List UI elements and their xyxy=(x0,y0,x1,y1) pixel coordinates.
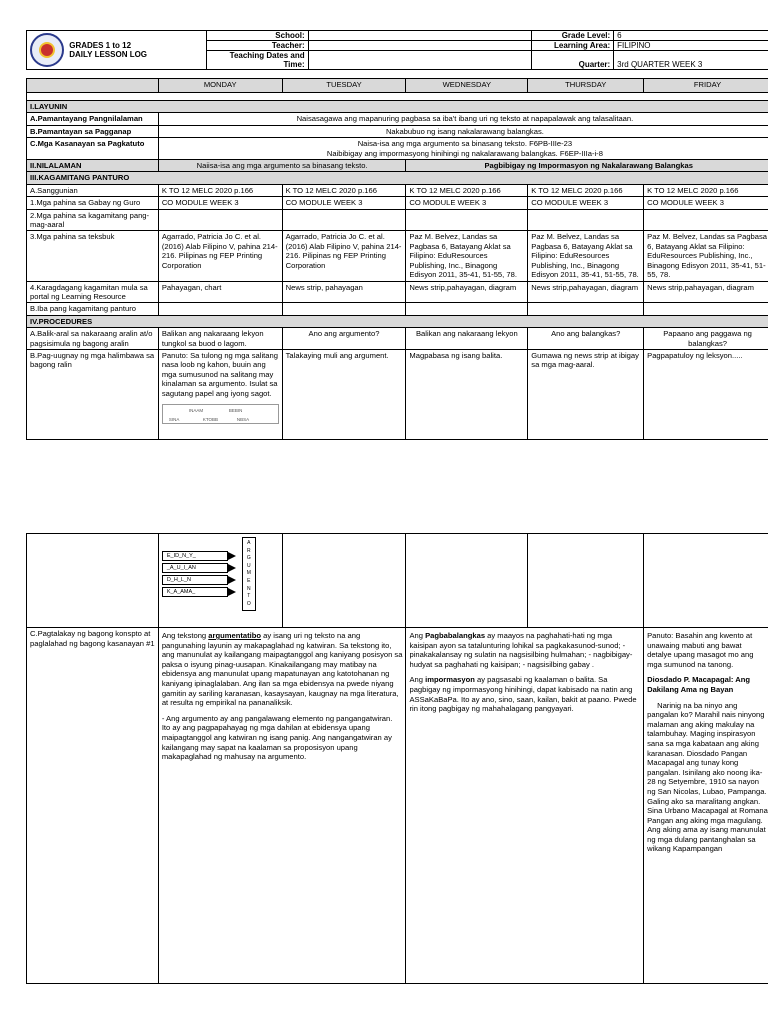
word-box-3 xyxy=(162,575,228,585)
balik-mon: Balikan ang nakaraang lekyon tungkol sa buod o lagom. xyxy=(158,328,282,350)
arrow-right-icon xyxy=(228,576,236,584)
impormasyon-term: impormasyon xyxy=(425,675,475,685)
arg-letter: T xyxy=(247,593,251,600)
mini-word-4: KTOBB xyxy=(202,416,219,422)
grade-value[interactable]: 6 xyxy=(614,31,768,41)
argumentatibo-paragraph xyxy=(162,631,403,708)
sanggunian-label: A.Sanggunian xyxy=(27,184,159,196)
pamantayang-value: Naisasagawa ang mapanuring pagbasa sa iba't ibang uri ng teksto at napapalawak ang talasalitaan. xyxy=(158,113,768,125)
word-box-1 xyxy=(162,551,228,561)
mini-word-2: BEBIN xyxy=(228,407,243,413)
paguugnay-mon xyxy=(158,349,282,439)
teksbuk-tue: Agarrado, Patricia Jo C. et al. (2016) Alab Filipino V, pahina 214-216. Pilipinas ng FEP Printing Corporation xyxy=(282,231,406,281)
quarter-value[interactable]: 3rd QUARTER WEEK 3 xyxy=(614,51,768,70)
kasanayan-value-1: Naisa-isa ang mga argumento sa binasang teksto. F6PB-IIIe-23 xyxy=(357,139,573,149)
gabay-tue: CO MODULE WEEK 3 xyxy=(282,197,406,209)
impormasyon-pre: Ang xyxy=(409,675,426,685)
day-friday: FRIDAY xyxy=(644,79,768,93)
day-tuesday: TUESDAY xyxy=(282,79,406,93)
arrow-right-icon xyxy=(228,588,236,596)
paguugnay-fri: Pagpapatuloy ng leksyon..... xyxy=(644,349,768,439)
word-box-4 xyxy=(162,587,228,597)
word-box-4-text: K_A_AMA_ xyxy=(166,589,196,596)
paglalahad-label: C.Pagtalakay ng bagong konspto at paglalahad ng bagong kasanayan #1 xyxy=(27,628,159,984)
argumentatibo-post: ay isang uri ng teksto na ang pangunahing layunin ay makapaglahad ng katwiran. Sa tekstong ito, ang manunulat ay kailangang maipagtanggol ang kaniyang posisyon sa paksa o isyung pinag-uusapan. Kinakailangang may matibay na ebidensya ang manunulat upang mapatunayan ang katotohanan ng kaniyang ipinaglalaban. Ang ilan sa mga ebidensya na pwede niyang gamitin ay sariling karanasan, kasaysayan, kaugnay na mga literatura, at resulta ng empirikal na pananaliksik. xyxy=(161,631,403,708)
corner-cell xyxy=(27,79,159,93)
mini-word-1: INAAM xyxy=(188,407,204,413)
teksbuk-fri: Paz M. Belvez, Landas sa Pagbasa 6, Batayang Aklat sa Filipino: EduResources Publishing, Inc., Binagong Edisyon 2011, 35-41, 51-55, 78. xyxy=(644,231,768,281)
kasanayan-label: C.Mga Kasanayan sa Pagkatuto xyxy=(27,138,159,160)
mini-word-5: NBSA xyxy=(236,416,250,422)
kagamitang-thu xyxy=(528,209,644,231)
pagganap-label: B.Pamantayan sa Pagganap xyxy=(27,125,159,137)
quarter-label: Quarter: xyxy=(532,51,614,70)
balik-thu: Ano ang balangkas? xyxy=(528,328,644,350)
iba-tue xyxy=(282,303,406,315)
iba-mon xyxy=(158,303,282,315)
fri-panuto: Panuto: Basahin ang kwento at unawaing mabuti ang bawat detalye upang masagot mo ang mga sumunod na tanong. xyxy=(647,631,754,669)
teksbuk-label: 3.Mga pahina sa teksbuk xyxy=(27,231,159,281)
pagbabalangkas-term: Pagbabalangkas xyxy=(425,631,486,640)
school-label: School: xyxy=(206,31,308,41)
arg-letter: G xyxy=(246,555,251,562)
arg-letter: A xyxy=(247,540,251,546)
section-kagamitan: III.KAGAMITANG PANTURO xyxy=(27,172,768,184)
lesson-log-table xyxy=(26,78,768,440)
karagdagan-tue: News strip, pahayagan xyxy=(282,281,406,303)
impormasyon-post: ay pagsasabi ng kaalaman o balita. Sa pagbigay ng impormasyong hinihingi, dapat kabisado na natin ang ASSaKaBaPa. Ito ay ano, sino, saan, kailan, bakit at paano. Pwede rin itong pagbigay ng mahahalagang pangyayari. xyxy=(409,675,637,714)
word-box-1-text: E_ID_N_Y_ xyxy=(166,553,196,560)
word-box-2-text: _A_U_I_AN xyxy=(166,565,196,572)
school-value[interactable] xyxy=(308,31,532,41)
kagamitang-fri xyxy=(644,209,768,231)
karagdagan-fri: News strip,pahayagan, diagram xyxy=(644,281,768,303)
iba-label: B.Iba pang kagamitang panturo xyxy=(27,303,159,315)
arg-letter: M xyxy=(246,570,251,577)
arrow-right-icon xyxy=(228,552,236,560)
sanggunian-tue: K TO 12 MELC 2020 p.166 xyxy=(282,184,406,196)
argumentatibo-term: argumentatibo xyxy=(208,631,262,640)
p2-tue-top xyxy=(282,534,406,628)
balik-label: A.Balik-aral sa nakaraang aralin at/o pagsisimula ng bagong aralin xyxy=(27,328,159,350)
word-box-2 xyxy=(162,563,228,573)
p2-fri-top xyxy=(644,534,768,628)
kasanayan-value-2: Naibibigay ang impormasyong hinihingi ng nakalarawang balangkas. F6EP-IIIa-i-8 xyxy=(326,148,603,158)
impormasyon-paragraph xyxy=(409,675,640,713)
arrow-right-icon xyxy=(228,564,236,572)
day-monday: MONDAY xyxy=(158,79,282,93)
fri-story-title: Diosdado P. Macapagal: Ang Dakilang Ama ng Bayan xyxy=(647,675,751,694)
area-label: Learning Area: xyxy=(532,41,614,51)
word-puzzle-image xyxy=(162,404,279,424)
nilalaman-value-1: Naiisa-isa ang mga argumento sa binasang teksto. xyxy=(158,160,406,172)
balik-fri: Papaano ang paggawa ng balangkas? xyxy=(644,328,768,350)
paguugnay-label: B.Pag-uugnay ng mga halimbawa sa bagong ralin xyxy=(27,349,159,439)
header-table xyxy=(26,30,768,70)
gabay-label: 1.Mga pahina sa Gabay ng Guro xyxy=(27,197,159,209)
section-procedures: IV.PROCEDURES xyxy=(27,315,768,327)
arg-letter: N xyxy=(247,585,251,592)
nilalaman-label: II.NILALAMAN xyxy=(27,160,159,172)
arg-letter: O xyxy=(246,600,251,607)
spacer-row xyxy=(27,93,768,101)
paglalahad-fri xyxy=(644,628,768,984)
kagamitang-label: 2.Mga pahina sa kagamitang pang-mag-aaral xyxy=(27,209,159,231)
gabay-wed: CO MODULE WEEK 3 xyxy=(406,197,528,209)
dates-value[interactable] xyxy=(308,51,532,70)
paglalahad-mon-tue xyxy=(158,628,406,984)
sanggunian-thu: K TO 12 MELC 2020 p.166 xyxy=(528,184,644,196)
area-value[interactable]: FILIPINO xyxy=(614,41,768,51)
arg-letter: E xyxy=(247,577,251,584)
grade-label: Grade Level: xyxy=(532,31,614,41)
teksbuk-thu: Paz M. Belvez, Landas sa Pagbasa 6, Batayang Aklat sa Filipino: EduResources Publishing, Inc., Binagong Edisyon 2011, 35-41, 51-55, 78. xyxy=(528,231,644,281)
teacher-value[interactable] xyxy=(308,41,532,51)
teksbuk-wed: Paz M. Belvez, Landas sa Pagbasa 6, Batayang Aklat sa Filipino: EduResources Publishing, Inc., Binagong Edisyon 2011, 35-41, 51-55, 78. xyxy=(406,231,528,281)
teksbuk-mon: Agarrado, Patricia Jo C. et al. (2016) Alab Filipino V, pahina 214-216. Pilipinas ng FEP Printing Corporation xyxy=(158,231,282,281)
paguugnay-mon-text: Panuto: Sa tulong ng mga salitang nasa loob ng kahon, buuin ang mga sumusunod na salitang may kinalaman sa argumento. Isulat sa sagutang papel ang iyong sagot. xyxy=(161,350,278,398)
kagamitang-tue xyxy=(282,209,406,231)
day-wednesday: WEDNESDAY xyxy=(406,79,528,93)
gabay-fri: CO MODULE WEEK 3 xyxy=(644,197,768,209)
karagdagan-label: 4.Karagdagang kagamitan mula sa portal ng Learning Resource xyxy=(27,281,159,303)
header-title-cell xyxy=(27,31,207,70)
lesson-log-table-page2 xyxy=(26,533,768,984)
karagdagan-mon: Pahayagan, chart xyxy=(158,281,282,303)
paguugnay-thu: Gumawa ng news strip at ibigay sa mga mag-aaral. xyxy=(528,349,644,439)
argumento-vertical-box xyxy=(242,537,256,611)
arg-letter: U xyxy=(247,562,251,569)
p2-blank-label xyxy=(27,534,159,628)
arg-letter: R xyxy=(247,547,251,554)
deped-seal-icon xyxy=(30,33,64,67)
day-thursday: THURSDAY xyxy=(528,79,644,93)
section-layunin: I.LAYUNIN xyxy=(27,101,768,113)
paguugnay-tue: Talakaying muli ang argument. xyxy=(282,349,406,439)
argumento-paragraph: - Ang argumento ay ang pangalawang elemento ng pangangatwiran. Ito ay ang pagpapahayag ng mga dahilan at ebidensya upang maipagtanggol ang katwiran ng isang panig. Ang nangangatwiran ay kailangang may sapat na kaalaman sa proposisyon upang makapaglahad ng mahusay na argumento. xyxy=(161,713,393,762)
pagbabalangkas-paragraph xyxy=(409,631,640,669)
nilalaman-value-2: Pagbibigay ng Impormasyon ng Nakalarawang Balangkas xyxy=(406,160,768,172)
iba-fri xyxy=(644,303,768,315)
iba-wed xyxy=(406,303,528,315)
pamantayang-label: A.Pamantayang Pangnilalaman xyxy=(27,113,159,125)
mini-word-3: SINA xyxy=(168,416,180,422)
dates-label: Teaching Dates and Time: xyxy=(206,51,308,70)
iba-thu xyxy=(528,303,644,315)
gabay-thu: CO MODULE WEEK 3 xyxy=(528,197,644,209)
p2-wed-top xyxy=(406,534,528,628)
p2-thu-top xyxy=(528,534,644,628)
argumentatibo-pre: Ang tekstong xyxy=(161,631,209,640)
teacher-label: Teacher: xyxy=(206,41,308,51)
paguugnay-wed: Magpabasa ng isang balita. xyxy=(406,349,528,439)
kagamitang-wed xyxy=(406,209,528,231)
balik-tue: Ano ang argumento? xyxy=(282,328,406,350)
word-diagram-cell xyxy=(158,534,282,628)
pagganap-value: Nakabubuo ng isang nakalarawang balangkas. xyxy=(158,125,768,137)
paglalahad-wed-thu xyxy=(406,628,644,984)
header-title-line1: GRADES 1 to 12 xyxy=(69,41,132,50)
karagdagan-thu: News strip,pahayagan, diagram xyxy=(528,281,644,303)
sanggunian-mon: K TO 12 MELC 2020 p.166 xyxy=(158,184,282,196)
kagamitang-mon xyxy=(158,209,282,231)
word-box-3-text: D_H_L_N xyxy=(166,577,191,584)
fri-story-text: Narinig na ba ninyo ang pangalan ko? Marahil nais ninyong malaman ang aking makulay na talambuhay. Maging inspirasyon sana sa mga kabataan ang aking karanasan. Diosdado Pangan Macapagal ang tunay kong pangalan. Isinilang ako noong ika-28 ng Setyembre, 1910 sa nayon ng San Nicolas, Lubao, Pampanga. Galing ako sa maralitang angkan. Sina Urbano Macapagal at Romana Pangan ang aking mga magulang. Ang aking ama ay isang manunulat ng mga dulang pantanghalan sa wikang Kapampangan xyxy=(647,700,768,854)
kasanayan-value xyxy=(158,138,768,160)
balik-wed: Balikan ang nakaraang lekyon xyxy=(406,328,528,350)
sanggunian-fri: K TO 12 MELC 2020 p.166 xyxy=(644,184,768,196)
header-title-line2: DAILY LESSON LOG xyxy=(69,50,148,59)
pagbabalangkas-pre: Ang xyxy=(409,631,426,640)
sanggunian-wed: K TO 12 MELC 2020 p.166 xyxy=(406,184,528,196)
karagdagan-wed: News strip,pahayagan, diagram xyxy=(406,281,528,303)
pagbabalangkas-post: ay maayos na paghahati-hati ng mga kaisipan ayon sa tatalunturing lohikal sa pagkakasunod-sunod; - pinakakalansay ng sulatin na nagsisilbing hulmahan; - nagbibigay-hudyat sa paghahati ng kaisipan; - nagsisilbing gabay . xyxy=(409,631,633,669)
gabay-mon: CO MODULE WEEK 3 xyxy=(158,197,282,209)
